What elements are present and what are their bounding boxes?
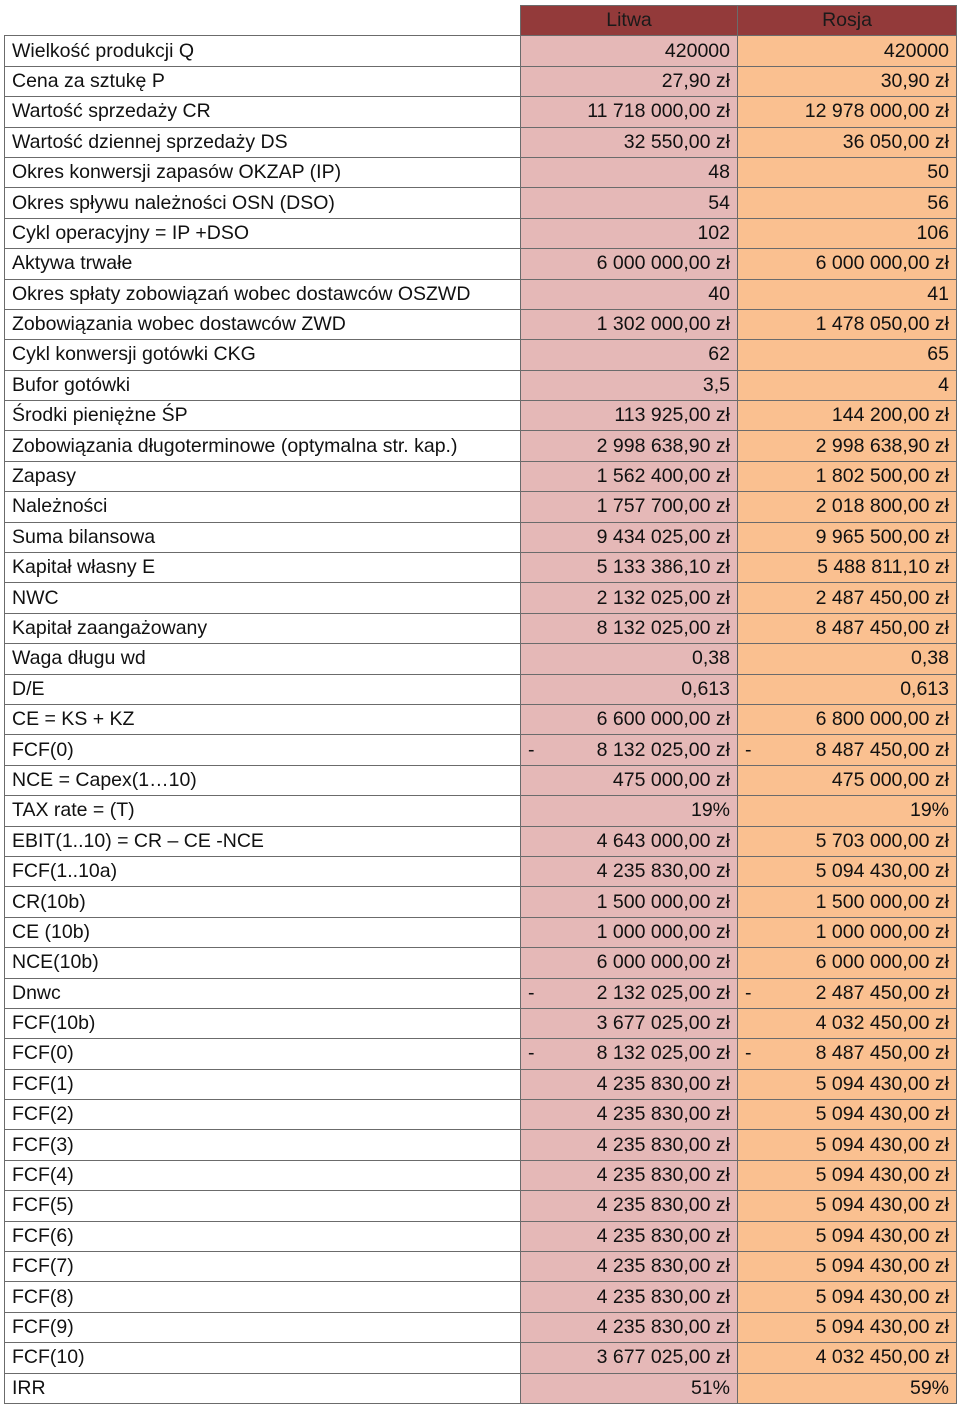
value-cell-rosja[interactable]: 5 094 430,00 zł xyxy=(738,1069,957,1099)
table-row xyxy=(5,553,957,583)
value-cell-litwa[interactable]: 4 235 830,00 zł xyxy=(521,1160,738,1190)
row-label-cell[interactable]: Cena za sztukę P xyxy=(5,66,521,96)
row-label-cell[interactable]: Suma bilansowa xyxy=(5,522,521,552)
table-body xyxy=(5,6,957,1404)
value-cell-litwa[interactable]: 1 562 400,00 zł xyxy=(521,461,738,491)
row-label-cell[interactable]: Wartość dziennej sprzedaży DS xyxy=(5,127,521,157)
table-row xyxy=(5,1160,957,1190)
negative-value-wrapper xyxy=(745,739,949,762)
row-label-cell[interactable]: Waga długu wd xyxy=(5,644,521,674)
row-label-cell[interactable]: Dnwc xyxy=(5,978,521,1008)
table-row xyxy=(5,796,957,826)
row-label-cell[interactable]: IRR xyxy=(5,1373,521,1403)
table-row xyxy=(5,948,957,978)
row-label-cell[interactable]: FCF(6) xyxy=(5,1221,521,1251)
row-label-cell[interactable]: Zobowiązania wobec dostawców ZWD xyxy=(5,309,521,339)
value-cell-rosja[interactable]: 5 094 430,00 zł xyxy=(738,1221,957,1251)
data-table xyxy=(4,5,957,1404)
value-cell-litwa[interactable]: 4 235 830,00 zł xyxy=(521,1221,738,1251)
table-row xyxy=(5,1252,957,1282)
value-cell-litwa[interactable]: 6 000 000,00 zł xyxy=(521,249,738,279)
table-row xyxy=(5,1282,957,1312)
value-cell-litwa[interactable] xyxy=(521,735,738,765)
value-cell-litwa[interactable]: 4 235 830,00 zł xyxy=(521,1252,738,1282)
row-label-cell[interactable]: CR(10b) xyxy=(5,887,521,917)
row-label-cell[interactable]: FCF(2) xyxy=(5,1100,521,1130)
row-label-cell[interactable]: FCF(3) xyxy=(5,1130,521,1160)
value-cell-rosja[interactable]: 30,90 zł xyxy=(738,66,957,96)
value-cell-rosja[interactable]: 4 032 450,00 zł xyxy=(738,1008,957,1038)
header-row xyxy=(5,6,957,36)
value-cell-litwa[interactable]: 4 643 000,00 zł xyxy=(521,826,738,856)
value-cell-rosja[interactable]: 1 000 000,00 zł xyxy=(738,917,957,947)
table-row xyxy=(5,492,957,522)
value-cell-rosja[interactable]: 65 xyxy=(738,340,957,370)
value-cell-rosja[interactable]: 1 802 500,00 zł xyxy=(738,461,957,491)
value-cell-litwa[interactable]: 4 235 830,00 zł xyxy=(521,1191,738,1221)
spreadsheet xyxy=(4,5,956,1404)
value-text: 8 132 025,00 zł xyxy=(596,738,730,761)
value-text: 8 487 450,00 zł xyxy=(815,738,949,761)
column-header-litwa[interactable]: Litwa xyxy=(521,6,738,36)
value-cell-litwa[interactable]: 62 xyxy=(521,340,738,370)
row-label-cell[interactable]: Okres spłaty zobowiązań wobec dostawców OSZWD xyxy=(5,279,521,309)
table-row xyxy=(5,887,957,917)
value-cell-rosja[interactable]: 2 487 450,00 zł xyxy=(738,583,957,613)
value-cell-litwa[interactable] xyxy=(521,978,738,1008)
value-cell-rosja[interactable]: 0,613 xyxy=(738,674,957,704)
value-text: 2 487 450,00 zł xyxy=(815,981,949,1004)
table-row xyxy=(5,401,957,431)
table-row xyxy=(5,1191,957,1221)
value-cell-litwa[interactable]: 4 235 830,00 zł xyxy=(521,1100,738,1130)
table-row xyxy=(5,765,957,795)
value-cell-rosja[interactable]: 5 094 430,00 zł xyxy=(738,1252,957,1282)
table-row xyxy=(5,826,957,856)
row-label-cell[interactable]: FCF(10b) xyxy=(5,1008,521,1038)
value-cell-litwa[interactable]: 40 xyxy=(521,279,738,309)
value-cell-rosja[interactable]: 5 488 811,10 zł xyxy=(738,553,957,583)
value-cell-rosja[interactable]: 1 500 000,00 zł xyxy=(738,887,957,917)
value-cell-rosja[interactable]: 5 094 430,00 zł xyxy=(738,1100,957,1130)
row-label-cell[interactable]: FCF(5) xyxy=(5,1191,521,1221)
table-row xyxy=(5,1343,957,1373)
value-cell-rosja[interactable] xyxy=(738,1039,957,1069)
value-cell-litwa[interactable]: 4 235 830,00 zł xyxy=(521,1312,738,1342)
table-row xyxy=(5,249,957,279)
minus-sign: - xyxy=(528,738,535,761)
value-cell-rosja[interactable]: 5 094 430,00 zł xyxy=(738,1282,957,1312)
value-cell-rosja[interactable]: 36 050,00 zł xyxy=(738,127,957,157)
table-row xyxy=(5,461,957,491)
value-cell-litwa[interactable]: 1 500 000,00 zł xyxy=(521,887,738,917)
row-label-cell[interactable]: FCF(4) xyxy=(5,1160,521,1190)
negative-value-wrapper xyxy=(528,739,730,762)
table-row xyxy=(5,1130,957,1160)
row-label-cell[interactable]: Wielkość produkcji Q xyxy=(5,36,521,66)
row-label-cell[interactable]: FCF(8) xyxy=(5,1282,521,1312)
row-label-cell[interactable]: FCF(1) xyxy=(5,1069,521,1099)
value-cell-rosja[interactable]: 106 xyxy=(738,218,957,248)
value-cell-litwa[interactable]: 6 000 000,00 zł xyxy=(521,948,738,978)
table-row xyxy=(5,127,957,157)
value-cell-litwa[interactable]: 11 718 000,00 zł xyxy=(521,97,738,127)
row-label-cell[interactable]: FCF(10) xyxy=(5,1343,521,1373)
value-cell-litwa[interactable]: 6 600 000,00 zł xyxy=(521,704,738,734)
row-label-cell[interactable]: Cykl konwersji gotówki CKG xyxy=(5,340,521,370)
table-row xyxy=(5,66,957,96)
table-row xyxy=(5,735,957,765)
value-cell-litwa[interactable] xyxy=(521,1039,738,1069)
value-cell-litwa[interactable]: 4 235 830,00 zł xyxy=(521,1130,738,1160)
value-cell-rosja[interactable]: 4 032 450,00 zł xyxy=(738,1343,957,1373)
value-cell-rosja[interactable]: 6 000 000,00 zł xyxy=(738,249,957,279)
table-row xyxy=(5,309,957,339)
table-row xyxy=(5,218,957,248)
value-cell-litwa[interactable]: 102 xyxy=(521,218,738,248)
value-cell-rosja[interactable]: 2 998 638,90 zł xyxy=(738,431,957,461)
value-cell-rosja[interactable]: 5 094 430,00 zł xyxy=(738,1312,957,1342)
row-label-cell[interactable]: Aktywa trwałe xyxy=(5,249,521,279)
value-cell-litwa[interactable]: 2 998 638,90 zł xyxy=(521,431,738,461)
value-cell-rosja[interactable]: 6 000 000,00 zł xyxy=(738,948,957,978)
minus-sign: - xyxy=(745,1042,752,1065)
value-cell-rosja[interactable] xyxy=(738,978,957,1008)
table-row xyxy=(5,674,957,704)
minus-sign: - xyxy=(745,738,752,761)
value-cell-rosja[interactable]: 5 094 430,00 zł xyxy=(738,1130,957,1160)
row-label-cell[interactable]: Należności xyxy=(5,492,521,522)
value-cell-rosja[interactable]: 0,38 xyxy=(738,644,957,674)
row-label-cell[interactable]: EBIT(1..10) = CR – CE -NCE xyxy=(5,826,521,856)
row-label-cell[interactable]: Środki pieniężne ŚP xyxy=(5,401,521,431)
value-cell-litwa[interactable]: 475 000,00 zł xyxy=(521,765,738,795)
row-label-cell[interactable]: Wartość sprzedaży CR xyxy=(5,97,521,127)
value-cell-litwa[interactable]: 51% xyxy=(521,1373,738,1403)
value-cell-rosja[interactable]: 2 018 800,00 zł xyxy=(738,492,957,522)
table-row xyxy=(5,188,957,218)
table-row xyxy=(5,1039,957,1069)
value-cell-litwa[interactable]: 27,90 zł xyxy=(521,66,738,96)
row-label-cell[interactable]: FCF(0) xyxy=(5,1039,521,1069)
minus-sign: - xyxy=(528,1042,535,1065)
negative-value-wrapper xyxy=(745,1042,949,1065)
value-text: 2 132 025,00 zł xyxy=(596,981,730,1004)
value-cell-litwa[interactable]: 32 550,00 zł xyxy=(521,127,738,157)
value-cell-rosja[interactable]: 420000 xyxy=(738,36,957,66)
table-row xyxy=(5,856,957,886)
value-cell-litwa[interactable]: 0,38 xyxy=(521,644,738,674)
value-cell-litwa[interactable]: 5 133 386,10 zł xyxy=(521,553,738,583)
table-row xyxy=(5,917,957,947)
table-row xyxy=(5,340,957,370)
value-cell-litwa[interactable]: 1 302 000,00 zł xyxy=(521,309,738,339)
value-cell-rosja[interactable]: 5 094 430,00 zł xyxy=(738,856,957,886)
row-label-cell[interactable]: NCE(10b) xyxy=(5,948,521,978)
value-cell-litwa[interactable]: 19% xyxy=(521,796,738,826)
value-cell-rosja[interactable]: 5 703 000,00 zł xyxy=(738,826,957,856)
value-cell-litwa[interactable]: 4 235 830,00 zł xyxy=(521,1069,738,1099)
row-label-cell[interactable]: NCE = Capex(1…10) xyxy=(5,765,521,795)
value-cell-rosja[interactable]: 1 478 050,00 zł xyxy=(738,309,957,339)
row-label-cell[interactable]: D/E xyxy=(5,674,521,704)
value-cell-rosja[interactable]: 6 800 000,00 zł xyxy=(738,704,957,734)
row-label-cell[interactable]: CE = KS + KZ xyxy=(5,704,521,734)
table-row xyxy=(5,279,957,309)
value-cell-litwa[interactable]: 2 132 025,00 zł xyxy=(521,583,738,613)
value-cell-rosja[interactable]: 5 094 430,00 zł xyxy=(738,1191,957,1221)
value-cell-litwa[interactable]: 1 757 700,00 zł xyxy=(521,492,738,522)
table-row xyxy=(5,431,957,461)
row-label-cell[interactable]: NWC xyxy=(5,583,521,613)
value-cell-litwa[interactable]: 0,613 xyxy=(521,674,738,704)
value-cell-rosja[interactable]: 8 487 450,00 zł xyxy=(738,613,957,643)
row-label-cell[interactable]: Okres konwersji zapasów OKZAP (IP) xyxy=(5,157,521,187)
value-cell-rosja[interactable]: 50 xyxy=(738,157,957,187)
row-label-cell[interactable]: CE (10b) xyxy=(5,917,521,947)
value-cell-rosja[interactable]: 19% xyxy=(738,796,957,826)
row-label-cell[interactable]: Zapasy xyxy=(5,461,521,491)
table-row xyxy=(5,1069,957,1099)
table-row xyxy=(5,36,957,66)
value-cell-litwa[interactable]: 420000 xyxy=(521,36,738,66)
value-text: 8 487 450,00 zł xyxy=(815,1042,949,1065)
value-cell-litwa[interactable]: 113 925,00 zł xyxy=(521,401,738,431)
table-row xyxy=(5,1008,957,1038)
value-cell-litwa[interactable]: 3 677 025,00 zł xyxy=(521,1008,738,1038)
table-row xyxy=(5,157,957,187)
value-cell-litwa[interactable]: 3 677 025,00 zł xyxy=(521,1343,738,1373)
value-cell-rosja[interactable]: 4 xyxy=(738,370,957,400)
table-row xyxy=(5,978,957,1008)
value-cell-rosja[interactable]: 12 978 000,00 zł xyxy=(738,97,957,127)
negative-value-wrapper xyxy=(528,982,730,1005)
column-header-rosja[interactable]: Rosja xyxy=(738,6,957,36)
value-cell-rosja[interactable]: 475 000,00 zł xyxy=(738,765,957,795)
row-label-cell[interactable]: FCF(7) xyxy=(5,1252,521,1282)
value-cell-rosja[interactable] xyxy=(738,735,957,765)
table-row xyxy=(5,370,957,400)
value-cell-litwa[interactable]: 4 235 830,00 zł xyxy=(521,1282,738,1312)
table-row xyxy=(5,644,957,674)
value-cell-litwa[interactable]: 4 235 830,00 zł xyxy=(521,856,738,886)
minus-sign: - xyxy=(528,981,535,1004)
value-cell-litwa[interactable]: 48 xyxy=(521,157,738,187)
row-label-cell[interactable]: Okres spływu należności OSN (DSO) xyxy=(5,188,521,218)
table-row xyxy=(5,613,957,643)
value-cell-litwa[interactable]: 3,5 xyxy=(521,370,738,400)
value-cell-litwa[interactable]: 9 434 025,00 zł xyxy=(521,522,738,552)
value-cell-rosja[interactable]: 144 200,00 zł xyxy=(738,401,957,431)
table-row xyxy=(5,1100,957,1130)
value-cell-rosja[interactable]: 5 094 430,00 zł xyxy=(738,1160,957,1190)
value-text: 8 132 025,00 zł xyxy=(596,1042,730,1065)
value-cell-litwa[interactable]: 8 132 025,00 zł xyxy=(521,613,738,643)
table-row xyxy=(5,1373,957,1403)
minus-sign: - xyxy=(745,981,752,1004)
row-label-cell[interactable]: Kapitał własny E xyxy=(5,553,521,583)
value-cell-litwa[interactable]: 1 000 000,00 zł xyxy=(521,917,738,947)
negative-value-wrapper xyxy=(528,1042,730,1065)
row-label-cell[interactable]: FCF(0) xyxy=(5,735,521,765)
value-cell-rosja[interactable]: 56 xyxy=(738,188,957,218)
row-label-cell[interactable]: Bufor gotówki xyxy=(5,370,521,400)
row-label-cell[interactable]: FCF(1..10a) xyxy=(5,856,521,886)
table-row xyxy=(5,97,957,127)
value-cell-rosja[interactable]: 59% xyxy=(738,1373,957,1403)
row-label-cell[interactable]: FCF(9) xyxy=(5,1312,521,1342)
negative-value-wrapper xyxy=(745,982,949,1005)
value-cell-rosja[interactable]: 9 965 500,00 zł xyxy=(738,522,957,552)
table-row xyxy=(5,1312,957,1342)
value-cell-rosja[interactable]: 41 xyxy=(738,279,957,309)
value-cell-litwa[interactable]: 54 xyxy=(521,188,738,218)
header-blank-cell xyxy=(5,6,521,36)
row-label-cell[interactable]: Cykl operacyjny = IP +DSO xyxy=(5,218,521,248)
table-row xyxy=(5,583,957,613)
table-row xyxy=(5,704,957,734)
row-label-cell[interactable]: Kapitał zaangażowany xyxy=(5,613,521,643)
row-label-cell[interactable]: TAX rate = (T) xyxy=(5,796,521,826)
table-row xyxy=(5,522,957,552)
row-label-cell[interactable]: Zobowiązania długoterminowe (optymalna str. kap.) xyxy=(5,431,521,461)
table-row xyxy=(5,1221,957,1251)
